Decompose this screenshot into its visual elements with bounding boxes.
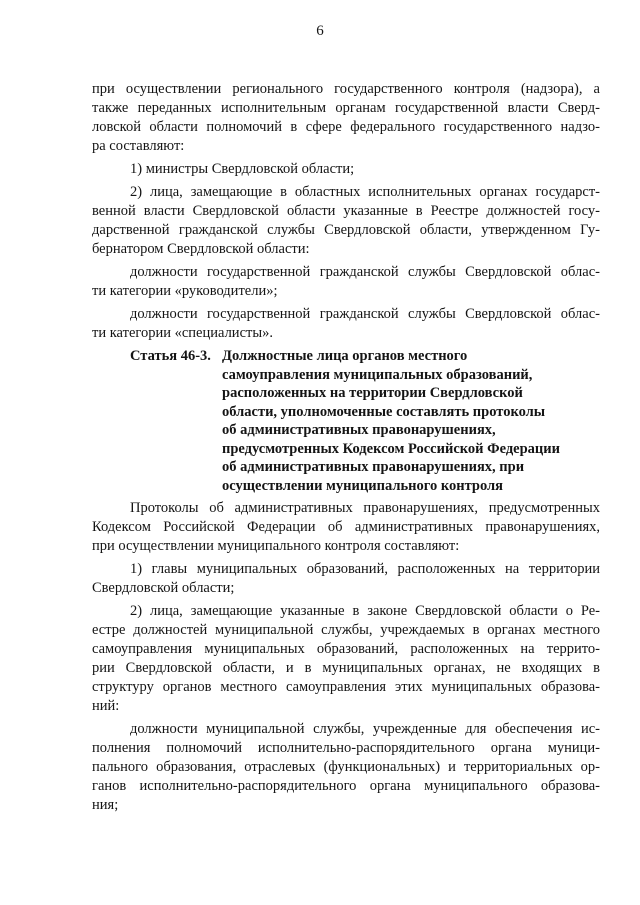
article-title-line: об административных правонарушениях,	[222, 422, 496, 438]
paragraph	[92, 560, 600, 598]
paragraph	[92, 263, 600, 301]
paragraph	[92, 305, 600, 343]
text-line: 2) лица, замещающие в областных исполнительных органах государст-	[130, 184, 600, 200]
text-line: при осуществлении муниципального контроля составляют:	[92, 538, 460, 554]
text-line: ра составляют:	[92, 138, 185, 154]
text-line: самоуправления муниципальных образований, расположенных на террито-	[92, 641, 600, 657]
text-line: структуру органов местного самоуправления этих муниципальных образова-	[92, 679, 600, 695]
text-line: 1) министры Свердловской области;	[130, 161, 355, 177]
text-line: Кодексом Российской Федерации об административных правонарушениях,	[92, 519, 600, 535]
paragraph	[92, 602, 600, 716]
text-line: должности государственной гражданской службы Свердловской облас-	[130, 306, 600, 322]
text-line: также переданных исполнительным органам государственной власти Сверд-	[92, 100, 600, 116]
article-title-line: Должностные лица органов местного	[222, 348, 468, 364]
text-line: рии Свердловской области, и в муниципальных органах, не входящих в	[92, 660, 600, 676]
article-title-line: осуществлении муниципального контроля	[222, 477, 504, 494]
text-line: должности муниципальной службы, учрежденные для обеспечения ис-	[130, 721, 600, 737]
text-line: Свердловской области;	[92, 580, 235, 596]
article-heading	[92, 347, 600, 495]
paragraph	[92, 80, 600, 156]
article-title-line: предусмотренных Кодексом Российской Федерации	[222, 440, 560, 457]
paragraph	[92, 160, 600, 179]
text-line: Протоколы об административных правонарушениях, предусмотренных	[130, 500, 600, 516]
text-line: 2) лица, замещающие указанные в законе Свердловской области о Ре-	[130, 603, 600, 619]
text-line: пального образования, отраслевых (функциональных) и территориальных ор-	[92, 759, 600, 775]
text-line: ганов исполнительно-распорядительного органа муниципального образова-	[92, 778, 600, 794]
text-line: венной власти Свердловской области указанные в Реестре должностей госу-	[92, 203, 600, 219]
text-line: ловской области полномочий в сфере федерального государственного надзо-	[92, 119, 600, 135]
article-title-line: расположенных на территории Свердловской	[222, 385, 523, 401]
text-line: бернатором Свердловской области:	[92, 241, 310, 257]
article-title-line: об административных правонарушениях, при	[222, 459, 525, 475]
paragraph	[92, 720, 600, 815]
text-line: 1) главы муниципальных образований, расположенных на территории	[130, 561, 600, 577]
paragraph	[92, 499, 600, 556]
text-line: дарственной гражданской службы Свердловской области, утвержденном Гу-	[92, 222, 600, 238]
article-title-line: самоуправления муниципальных образований,	[222, 366, 533, 383]
document-body	[92, 80, 600, 815]
text-line: должности государственной гражданской службы Свердловской облас-	[130, 264, 600, 280]
text-line: ти категории «специалисты».	[92, 325, 273, 341]
paragraph	[92, 183, 600, 259]
text-line: ний:	[92, 698, 120, 714]
text-line: ния;	[92, 797, 119, 813]
text-line: при осуществлении регионального государственного контроля (надзора), а	[92, 81, 600, 97]
article-title	[222, 347, 600, 495]
article-label: Статья 46-3.	[130, 348, 211, 364]
text-line: ти категории «руководители»;	[92, 283, 278, 299]
page-number: 6	[316, 23, 324, 39]
text-line: естре должностей муниципальной службы, учреждаемых в органах местного	[92, 622, 600, 638]
article-title-line: области, уполномоченные составлять протоколы	[222, 403, 546, 420]
text-line: полнения полномочий исполнительно-распорядительного органа муници-	[92, 740, 600, 756]
